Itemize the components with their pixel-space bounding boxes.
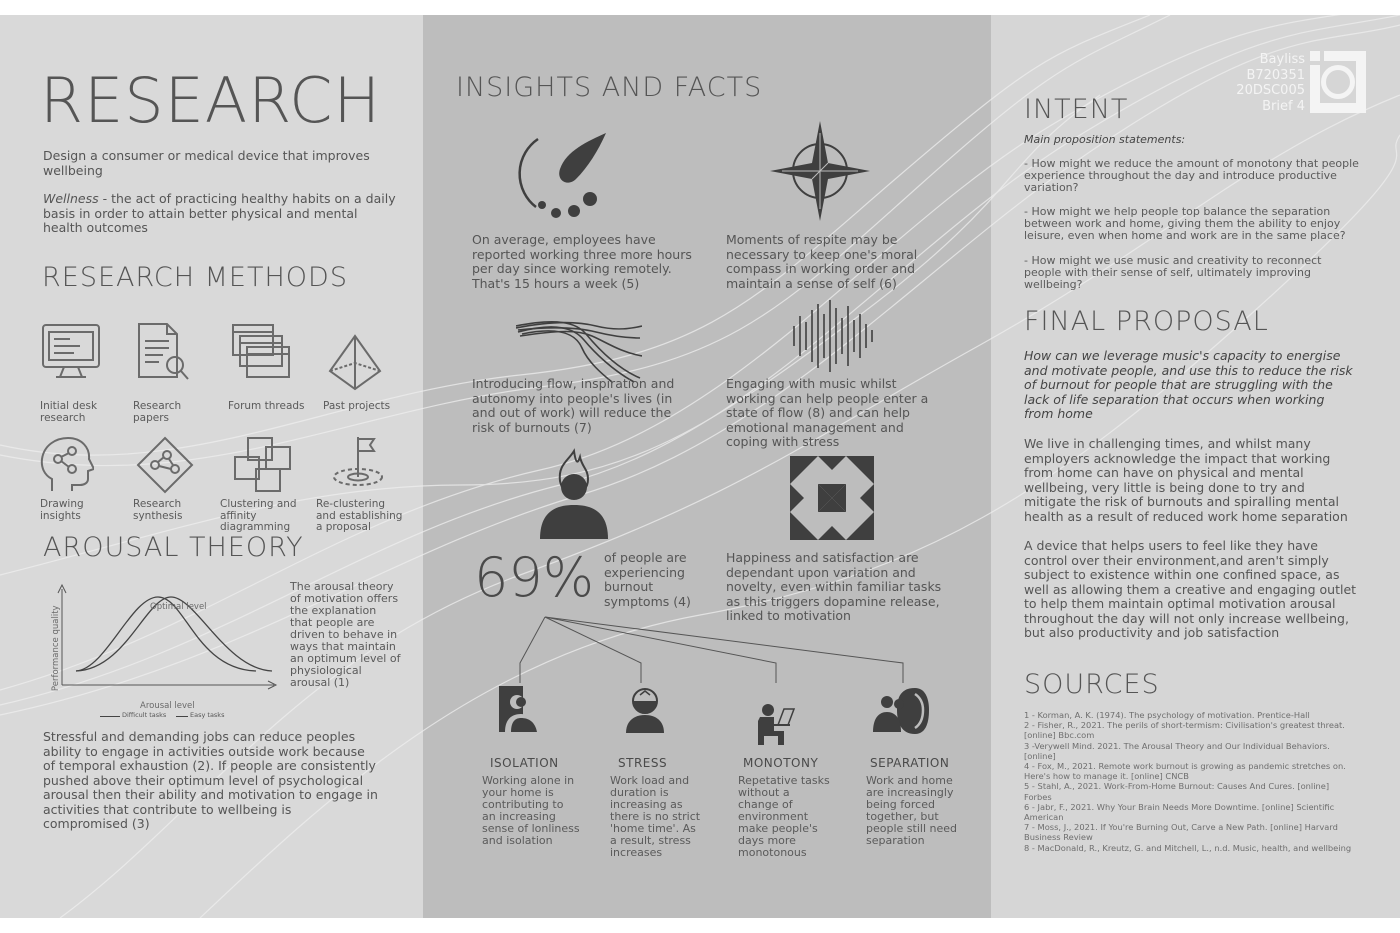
cause-title-isolation: ISOLATION	[490, 756, 559, 770]
source-item: 6 - Jabr, F., 2021. Why Your Brain Needs More Downtime. [online] Scientific American	[1024, 801, 1335, 823]
legend-line-easy	[176, 716, 188, 717]
cause-text-monotony: Repetative tasks without a change of environment make people's days more monotonous	[738, 774, 830, 859]
flow-lines-icon	[516, 308, 642, 384]
page-title: RESEARCH	[40, 64, 382, 137]
source-item: 5 - Stahl, A., 2021. Work-From-Home Burnout: Causes And Cures. [online] Forbes	[1024, 781, 1330, 802]
method-label-6: Research synthesis	[133, 498, 183, 522]
student-number: B720351	[1246, 67, 1305, 83]
burnout-person-icon	[538, 447, 610, 539]
windows-icon	[230, 322, 292, 380]
method-label-2: Research papers	[133, 400, 182, 424]
cause-title-stress: STRESS	[618, 756, 668, 770]
wellness-term: Wellness	[43, 191, 99, 206]
source-item: 7 - Moss, J., 2021. If You're Burning Out, Carve a New Path. [online] Harvard Business Review	[1024, 822, 1338, 843]
module-code: 20DSC005	[1236, 83, 1305, 98]
method-label-4: Past projects	[323, 400, 391, 412]
intent-subheading: Main proposition statements:	[1024, 133, 1186, 146]
pyramid-icon	[326, 333, 384, 393]
monitor-icon	[40, 322, 102, 380]
y-axis-label: Performance quality	[50, 605, 61, 692]
isolation-icon	[499, 686, 543, 732]
sticky-notes-icon	[232, 435, 294, 495]
fact-4: Engaging with music whilst working can help people enter a state of flow (8) and can help emotional management and coping with stress	[726, 376, 929, 449]
brief-text: Design a consumer or medical device that improves wellbeing	[43, 148, 370, 178]
stress-paragraph: Stressful and demanding jobs can reduce peoples ability to engage in activities outside work because of temporal exhaustion (2). If people are consistently pushed above their optimum level of psychological arousal then their ability and motivation to engage in activities that contribute to wellbeing is compromised (3)	[43, 729, 378, 831]
diamond-nodes-icon	[135, 435, 195, 495]
cause-text-separation: Work and home are increasingly being forced together, but people still need separation	[866, 774, 957, 847]
sources-heading: SOURCES	[1024, 669, 1160, 700]
fact-2: Moments of respite may be necessary to keep one's moral compass in working order and maintain a sense of self (6)	[726, 232, 918, 291]
monotony-icon	[754, 703, 796, 745]
method-label-1: Initial desk research	[40, 400, 98, 424]
proposal-paragraph-2: A device that helps users to feel like they have control over their environment,and aren't simply subject to existence within one confined space, as well as allowing them a creative and engaging outlet to help them maintain optimal motivation arousal throughout the day will not only increase wellbeing, but also productivity and job satisfaction	[1024, 538, 1357, 640]
burnout-stat-text: of people are experiencing burnout symptoms (4)	[604, 550, 691, 609]
proposal-heading: FINAL PROPOSAL	[1024, 306, 1269, 337]
source-item: 4 - Fox, M., 2021. Remote work burnout is growing as pandemic stretches on. Here's how to manage it. [online] CNCB	[1024, 761, 1346, 782]
legend-difficult: Difficult tasks	[122, 711, 167, 719]
method-label-3: Forum threads	[228, 400, 305, 412]
burnout-stat: 69%	[474, 546, 595, 609]
sources-list	[1024, 710, 1354, 853]
methods-heading: RESEARCH METHODS	[42, 262, 348, 293]
legend-easy: Easy tasks	[190, 711, 225, 719]
method-label-8: Re-clustering and establishing a proposal	[316, 498, 403, 533]
intent-item-1: - How might we reduce the amount of monotony that people experience throughout the day and introduce productive variation?	[1024, 157, 1359, 194]
x-axis-label: Arousal level	[140, 701, 195, 711]
intent-item-3: - How might we use music and creativity to reconnect people with their sense of self, ultimately improving wellbeing?	[1024, 254, 1322, 291]
intent-item-2: - How might we help people top balance the separation between work and home, giving them the ability to enjoy leisure, even when home and work are in the same place?	[1024, 205, 1346, 242]
legend-line-difficult	[100, 716, 120, 717]
source-item: 8 - MacDonald, R., Kreutz, G. and Mitchell, L., n.d. Music, health, and wellbeing	[1024, 842, 1352, 853]
geometric-pattern-icon	[790, 456, 874, 540]
source-item: 3 -Verywell Mind. 2021. The Arousal Theory and Our Individual Behaviors. [online]	[1024, 740, 1330, 761]
brief-number: Brief 4	[1262, 98, 1305, 114]
head-network-icon	[38, 435, 94, 495]
source-item: 1 - Korman, A. K. (1974). The psychology of motivation. Prentice-Hall	[1024, 710, 1310, 720]
cause-title-monotony: MONOTONY	[743, 756, 819, 770]
compass-icon	[770, 121, 870, 221]
soundwave-icon	[792, 300, 876, 372]
fact-1: On average, employees have reported working three more hours per day since working remotely. That's 15 hours a week (5)	[472, 232, 692, 291]
student-name: Bayliss	[1259, 52, 1305, 67]
research-board	[0, 15, 1400, 918]
arousal-heading: AROUSAL THEORY	[43, 532, 304, 563]
cause-title-separation: SEPARATION	[870, 756, 950, 770]
intent-heading: INTENT	[1024, 94, 1129, 125]
arousal-text: The arousal theory of motivation offers the explanation that people are driven to behave in ways that maintain an optimum level of physiological arousal (1)	[290, 580, 401, 689]
insights-heading: INSIGHTS AND FACTS	[456, 72, 763, 103]
document-search-icon	[135, 321, 191, 383]
fact-3: Introducing flow, inspiration and autonomy into people's lives (in and out of work) will reduce the risk of burnouts (7)	[472, 376, 675, 435]
proposal-paragraph-1: We live in challenging times, and whilst many employers acknowledge the impact that working from home can have on physical and mental wellbeing, very little is being done to try and mitigate the risk of burnouts and spiralling mental health as a result of reduced work home separation	[1024, 436, 1348, 524]
cause-text-isolation: Working alone in your home is contributing to an increasing sense of lonliness and isolation	[482, 774, 580, 847]
cause-connectors	[515, 615, 910, 687]
clock-hours-icon	[518, 125, 610, 223]
method-label-7: Clustering and affinity diagramming	[220, 498, 297, 533]
optimal-level-label: Optimal level	[150, 602, 207, 612]
separation-icon	[873, 688, 929, 734]
method-label-5: Drawing insights	[40, 498, 84, 522]
flag-target-icon	[330, 433, 386, 493]
wellness-definition	[43, 192, 398, 236]
fact-5: Happiness and satisfaction are dependant upon variation and novelty, even within familiar tasks as this triggers dopamine release, linked to motivation	[726, 550, 942, 623]
source-item: 2 - Fisher, R., 2021. The perils of short-termism: Civilisation's greatest threat. [online] Bbc.com	[1024, 720, 1345, 741]
proposal-question: How can we leverage music's capacity to energise and motivate people, and use this to reduce the risk of burnout for people that are struggling with the lack of life separation that occurs when working from home	[1024, 348, 1353, 421]
logo-mark-icon	[1310, 51, 1366, 113]
cause-text-stress: Work load and duration is increasing as there is no strict 'home time'. As a result, stress increases	[610, 774, 701, 859]
stress-icon	[626, 687, 664, 733]
student-id-block	[1205, 52, 1305, 114]
wellness-def-text: - the act of practicing healthy habits on a daily basis in order to attain better physical and mental health outcomes	[43, 191, 396, 235]
